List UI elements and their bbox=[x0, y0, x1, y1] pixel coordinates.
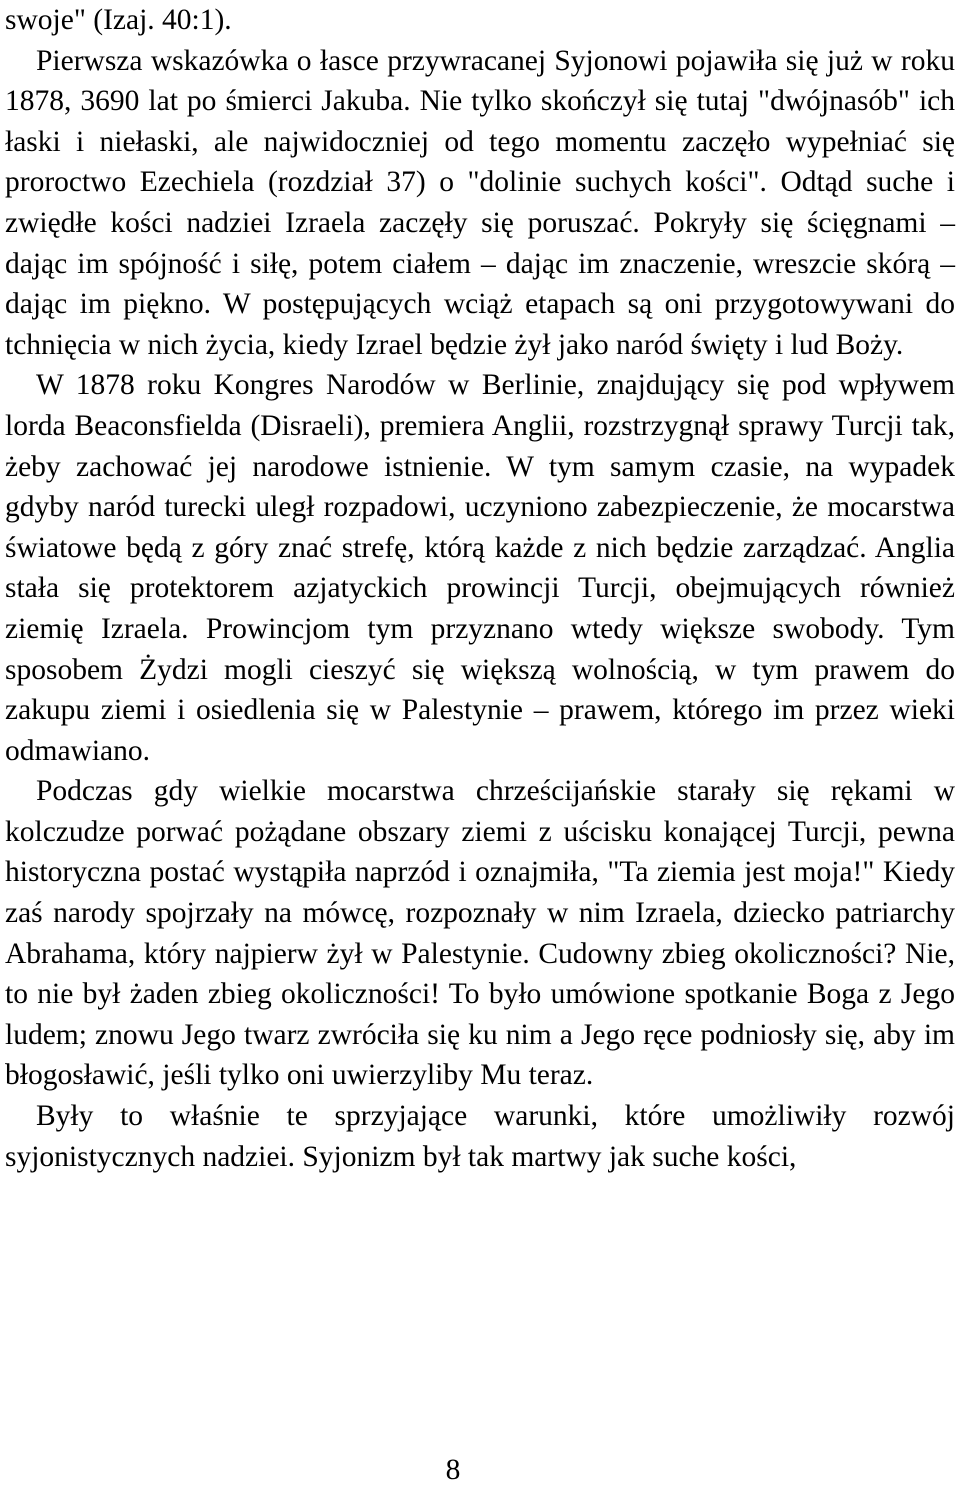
paragraph-5: Były to właśnie te sprzyjające warunki, które umożliwiły rozwój syjonistycznych nadziei. Syjonizm był tak martwy jak suche kości, bbox=[5, 1100, 955, 1173]
page-number: 8 bbox=[445, 1454, 461, 1486]
paragraph-3: W 1878 roku Kongres Narodów w Berlinie, znajdujący się pod wpływem lorda Beaconsfielda (Disraeli), premiera Anglii, rozstrzygnął sprawy Turcji tak, żeby zachować jej narodowe istnienie. W tym samym czasie, na wypadek gdyby naród turecki uległ rozpadowi, uczyniono zabezpieczenie, że mocarstwa światowe będą z góry znać strefę, którą każde z nich będzie zarządzać. Anglia stała się protektorem azjatyckich prowincji Turcji, obejmujących również ziemię Izraela. Prowincjom tym przyznano wtedy większe swobody. Tym sposobem Żydzi mogli cieszyć się większą wolnością, w tym prawem do zakupu ziemi i osiedlenia się w Palestynie – prawem, którego im przez wieki odmawiano. bbox=[5, 369, 955, 767]
paragraph-1: swoje" (Izaj. 40:1). bbox=[5, 4, 232, 36]
paragraph-4: Podczas gdy wielkie mocarstwa chrześcijańskie starały się rękami w kolczudze porwać pożądane obszary ziemi z uścisku konającej Turcji, pewna historyczna postać wystąpiła naprzód i oznajmiła, "Ta ziemia jest moja!" Kiedy zaś narody spojrzały na mówcę, rozpoznały w nim Izraela, dziecko patriarchy Abrahama, który najpierw żył w Palestynie. Cudowny zbieg okoliczności? Nie, to nie był żaden zbieg okoliczności! To było umówione spotkanie Boga z Jego ludem; znowu Jego twarz zwróciła się ku nim a Jego ręce podniosły się, aby im błogosławić, jeśli tylko oni uwierzyliby Mu teraz. bbox=[5, 775, 955, 1092]
document-page bbox=[5, 0, 955, 1177]
paragraph-2: Pierwsza wskazówka o łasce przywracanej Syjonowi pojawiła się już w roku 1878, 3690 lat po śmierci Jakuba. Nie tylko skończył się tutaj "dwójnasób" ich łaski i niełaski, ale najwidoczniej od tego momentu zaczęło wypełniać się proroctwo Ezechiela (rozdział 37) o "dolinie suchych kości". Odtąd suche i zwiędłe kości nadziei Izraela zaczęły się poruszać. Pokryły się ścięgnami – dając im spójność i siłę, potem ciałem – dając im znaczenie, wreszcie skórą – dając im piękno. W postępujących wciąż etapach są oni przygotowywani do tchnięcia w nich życia, kiedy Izrael będzie żył jako naród święty i lud Boży. bbox=[5, 44, 955, 361]
